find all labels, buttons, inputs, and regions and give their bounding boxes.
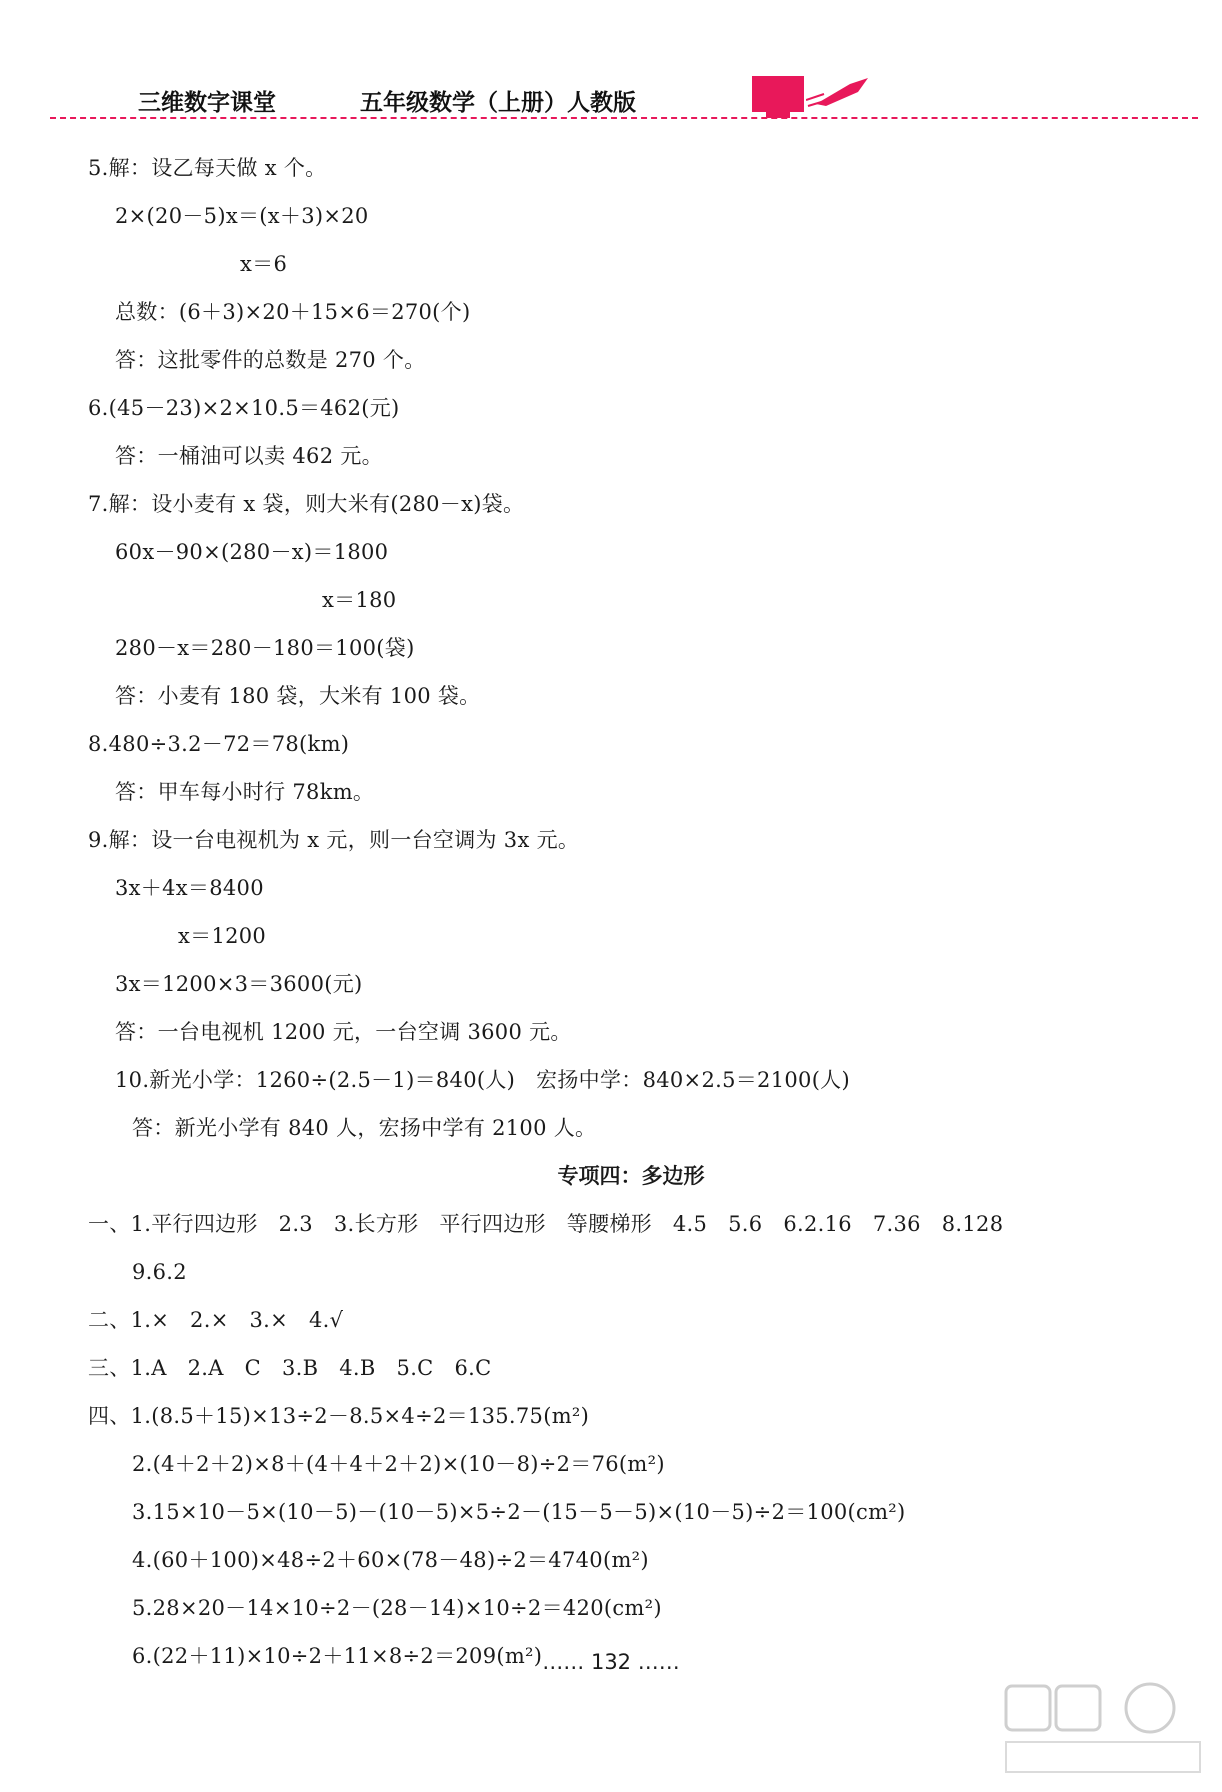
header-red-block <box>752 76 804 112</box>
answer-line: 3x＝1200×3＝3600(元) <box>115 972 363 996</box>
section-line: 一、1.平行四边形 2.3 3.长方形 平行四边形 等腰梯形 4.5 5.6 6.2.16 7.36 8.128 <box>88 1212 1004 1236</box>
page-number: …… 132 …… <box>542 1650 680 1674</box>
section-line: 三、1.A 2.A C 3.B 4.B 5.C 6.C <box>88 1356 492 1380</box>
section-line: 6.(22＋11)×10÷2＋11×8÷2＝209(m²) <box>132 1644 543 1668</box>
answer-line: 10.新光小学：1260÷(2.5－1)＝840(人) 宏扬中学：840×2.5＝2100(人) <box>115 1068 850 1092</box>
section-line: 3.15×10－5×(10－5)－(10－5)×5÷2－(15－5－5)×(10－5)÷2＝100(cm²) <box>132 1500 906 1524</box>
answer-line: 8.480÷3.2－72＝78(km) <box>88 732 350 756</box>
section-line: 5.28×20－14×10÷2－(28－14)×10÷2＝420(cm²) <box>132 1596 662 1620</box>
book-title: 五年级数学（上册）人教版 <box>360 90 636 116</box>
answer-line: 答：一台电视机 1200 元，一台空调 3600 元。 <box>115 1020 572 1044</box>
section-line: 四、1.(8.5＋15)×13÷2－8.5×4÷2＝135.75(m²) <box>88 1404 590 1428</box>
answer-line: 答：甲车每小时行 78km。 <box>115 780 375 804</box>
book-series-title: 三维数字课堂 <box>138 90 276 116</box>
answer-line: 60x－90×(280－x)＝1800 <box>115 540 389 564</box>
section-title: 专项四：多边形 <box>557 1164 705 1188</box>
section-line: 二、1.× 2.× 3.× 4.√ <box>88 1308 344 1332</box>
answer-line: x＝1200 <box>178 924 267 948</box>
watermark-logo <box>1000 1680 1210 1780</box>
answer-line: 答：一桶油可以卖 462 元。 <box>115 444 383 468</box>
page-header <box>0 70 1222 130</box>
answer-line: 3x＋4x＝8400 <box>115 876 264 900</box>
answer-line: x＝180 <box>322 588 397 612</box>
answer-line: 答：新光小学有 840 人，宏扬中学有 2100 人。 <box>132 1116 597 1140</box>
answer-line: 5.解：设乙每天做 x 个。 <box>88 156 327 180</box>
answer-line: 2×(20－5)x＝(x＋3)×20 <box>115 204 369 228</box>
answer-line: 总数：(6＋3)×20＋15×6＝270(个) <box>115 300 471 324</box>
section-line: 4.(60＋100)×48÷2＋60×(78－48)÷2＝4740(m²) <box>132 1548 649 1572</box>
answer-line: 280－x＝280－180＝100(袋) <box>115 636 415 660</box>
answer-line: 7.解：设小麦有 x 袋，则大米有(280－x)袋。 <box>88 492 525 516</box>
rocket-icon <box>806 74 876 110</box>
answer-line: x＝6 <box>240 252 288 276</box>
section-line: 9.6.2 <box>132 1260 187 1284</box>
answer-line: 6.(45－23)×2×10.5＝462(元) <box>88 396 400 420</box>
answer-content <box>0 144 1222 1680</box>
answer-line: 答：小麦有 180 袋，大米有 100 袋。 <box>115 684 481 708</box>
answer-line: 9.解：设一台电视机为 x 元，则一台空调为 3x 元。 <box>88 828 580 852</box>
answer-line: 答：这批零件的总数是 270 个。 <box>115 348 426 372</box>
section-line: 2.(4＋2＋2)×8＋(4＋4＋2＋2)×(10－8)÷2＝76(m²) <box>132 1452 665 1476</box>
header-dashed-divider <box>50 117 1198 119</box>
